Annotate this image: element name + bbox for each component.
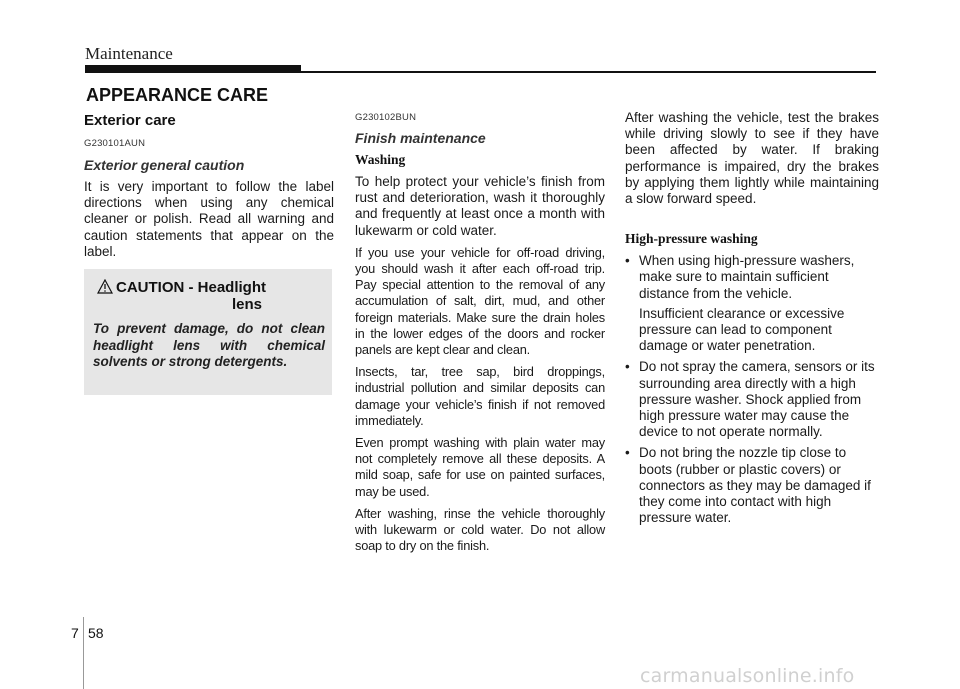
watermark: carmanualsonline.info	[640, 665, 855, 687]
list-item	[625, 445, 879, 526]
section-title: APPEARANCE CARE	[86, 85, 269, 105]
bullet-icon: •	[625, 445, 630, 461]
warning-triangle-icon	[97, 279, 113, 294]
column-3	[625, 110, 879, 531]
list-item	[625, 253, 879, 354]
footer-divider	[83, 617, 84, 689]
body-paragraph: If you use your vehicle for off-road driving, you should wash it after each off-road trip. Pay special attention to the removal of any accumulation of salt, dirt, mud, and other foreign materials. Make sure the drain holes in the lower edges of the doors and rocker panels are kept clear and clean.	[355, 244, 605, 358]
body-paragraph: It is very important to follow the label directions when using any chemical cleaner or polish. Read all warning and caution statements that appear on the label.	[84, 179, 334, 259]
section-code: G230101AUN	[84, 138, 146, 149]
body-paragraph: After washing, rinse the vehicle thoroughly with lukewarm or cold water. Do not allow soap to dry on the finish.	[355, 505, 605, 554]
body-paragraph: Insects, tar, tree sap, bird droppings, industrial pollution and similar deposits can damage your vehicle’s finish if not removed immediately.	[355, 364, 605, 428]
body-paragraph: Even prompt washing with plain water may not completely remove all these deposits. A mild soap, safe for use on painted surfaces, may be used.	[355, 435, 605, 499]
high-pressure-subheading: High-pressure washing	[625, 231, 758, 247]
list-item-text: Do not bring the nozzle tip close to boots (rubber or plastic covers) or connectors as they may be damaged if they come into contact with high pressure water.	[639, 445, 871, 526]
list-item-text: Do not spray the camera, sensors or its surrounding area directly with a high pressure washer. Shock applied from high pressure water may cause the device to not operate normally.	[639, 359, 875, 440]
subsection-title: Exterior care	[84, 112, 176, 129]
caution-title-line2: lens	[232, 296, 263, 313]
header-rule	[301, 71, 876, 73]
section-heading: Finish maintenance	[355, 130, 486, 146]
caution-box	[84, 269, 332, 395]
washing-subheading: Washing	[355, 152, 406, 167]
list-item-text: When using high-pressure washers, make sure to maintain sufficient distance from the vehicle.	[639, 253, 855, 301]
page-number: 58	[88, 625, 104, 641]
caution-text: To prevent damage, do not clean headlight lens with chemical solvents or strong detergents.	[93, 321, 325, 369]
body-paragraph: After washing the vehicle, test the brakes while driving slowly to see if they have been affected by water. If braking performance is impaired, dry the brakes by applying them lightly while maintaining a slow forward speed.	[625, 110, 879, 207]
section-code: G230102BUN	[355, 112, 417, 123]
bullet-list	[625, 253, 879, 526]
caution-title: CAUTION - Headlight	[116, 279, 266, 296]
chapter-number: 7	[71, 625, 79, 641]
bullet-icon: •	[625, 253, 630, 269]
column-1	[84, 110, 334, 260]
column-2	[355, 112, 605, 554]
list-item	[625, 359, 879, 440]
body-paragraph: To help protect your vehicle’s finish from rust and deterioration, wash it thoroughly and frequently at least once a month with lukewarm or cold water.	[355, 174, 605, 238]
bullet-icon: •	[625, 359, 630, 375]
list-item-subtext: Insufficient clearance or excessive pressure can lead to component damage or water penetration.	[639, 305, 845, 354]
section-heading: Exterior general caution	[84, 157, 245, 173]
header-title: Maintenance	[85, 44, 173, 63]
header-bar	[85, 65, 301, 73]
